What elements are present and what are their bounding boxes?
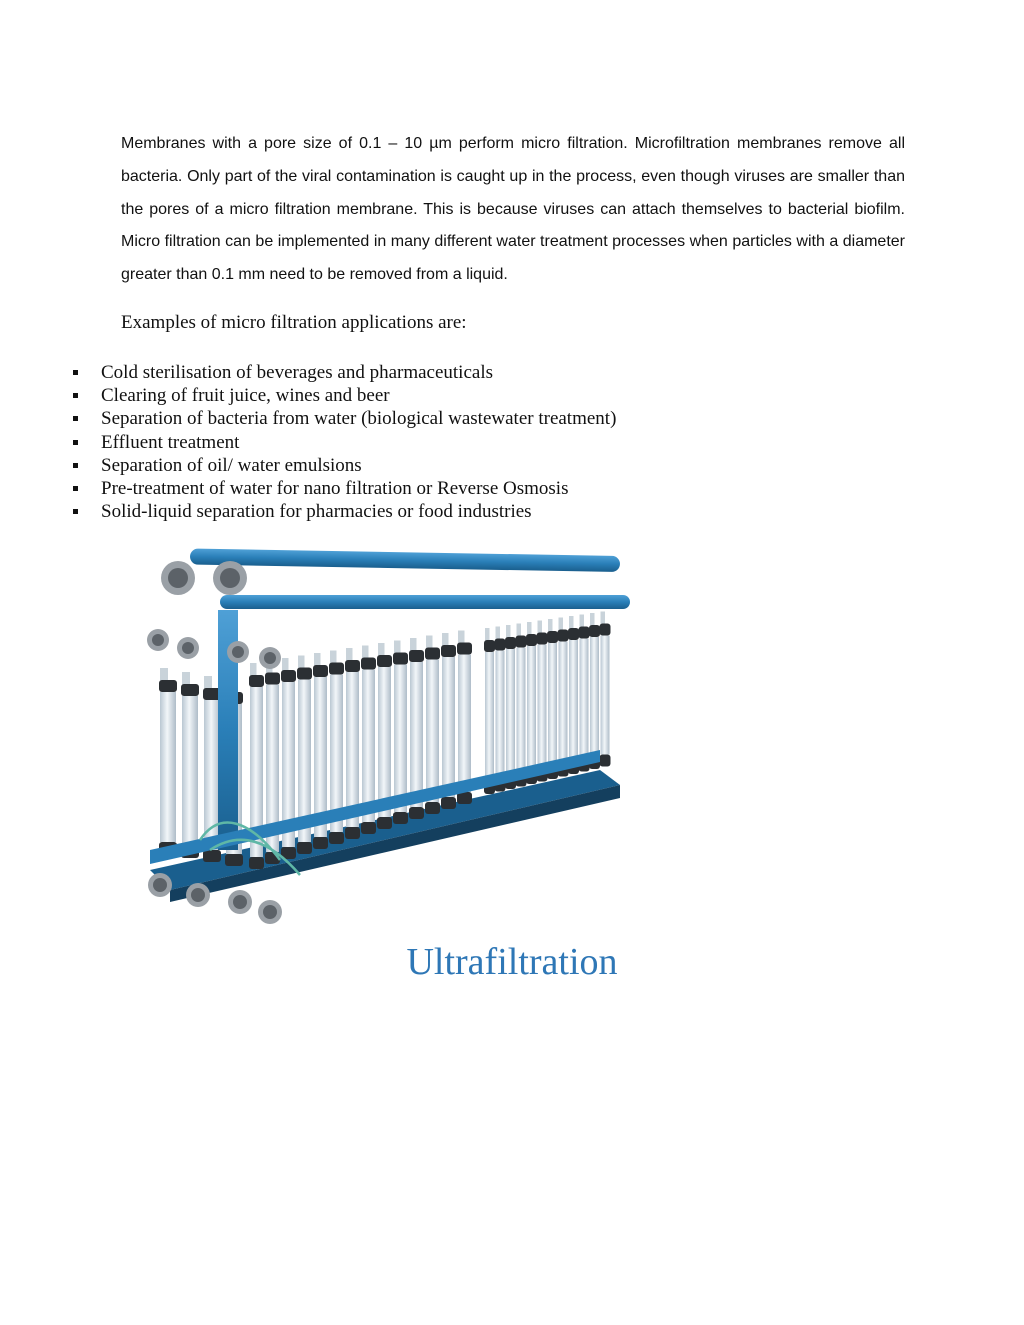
module-connector [160,668,168,682]
membrane-module [426,660,439,803]
membrane-module [538,645,547,770]
module-top-cap [377,655,392,667]
module-connector [506,625,511,639]
examples-title: Examples of micro filtration applications are: [121,312,467,333]
module-connector [362,646,369,660]
module-top-cap [516,636,527,648]
flange-bore [220,568,240,588]
list-item [70,454,616,477]
membrane-module [590,637,599,757]
module-bottom-cap [345,827,360,839]
module-top-cap [558,630,569,642]
module-top-cap [425,648,440,660]
module-connector [458,631,465,645]
module-top-cap [441,645,456,657]
module-connector [517,624,522,638]
module-connector [330,651,337,665]
list-item [70,500,616,523]
membrane-module [559,642,568,765]
module-bottom-cap [600,755,611,767]
skid-drawing [147,549,630,924]
flange-bore [191,888,205,902]
square-bullet-icon [73,370,78,375]
module-bottom-cap [249,857,264,869]
module-top-cap [329,663,344,675]
list-item [70,407,616,430]
module-top-cap [361,658,376,670]
upper-manifold-pipe [220,595,630,609]
module-bottom-cap [361,822,376,834]
module-top-cap [393,653,408,665]
list-item-label: Effluent treatment [101,431,240,453]
flange-bore [264,652,276,664]
module-top-cap [568,628,579,640]
module-top-cap [537,633,548,645]
module-bottom-cap [297,842,312,854]
list-item [70,384,616,407]
module-connector [496,627,501,641]
module-connector [538,621,543,635]
membrane-module [378,667,391,817]
membrane-module [517,648,526,775]
module-top-cap [345,660,360,672]
section-heading: Ultrafiltration [406,941,618,983]
list-item-label: Separation of bacteria from water (biological wastewater treatment) [101,408,617,430]
flange-bore [153,878,167,892]
module-top-cap [265,673,280,685]
module-connector [394,641,401,655]
membrane-module [442,657,455,797]
membrane-module [601,636,610,755]
module-connector [442,633,449,647]
module-connector [548,619,553,633]
membrane-module [496,651,505,780]
membrane-module [548,643,557,767]
membrane-module [394,665,407,813]
module-connector [282,658,289,672]
module-connector [590,613,595,627]
module-bottom-cap [377,817,392,829]
module-connector [559,618,564,632]
module-connector [298,656,305,670]
module-top-cap [297,668,312,680]
module-top-cap [579,627,590,639]
membrane-module [485,652,494,782]
flange-bore [152,634,164,646]
membrane-module [527,646,536,772]
square-bullet-icon [73,509,78,514]
module-top-cap [526,634,537,646]
square-bullet-icon [73,463,78,468]
list-item-label: Solid-liquid separation for pharmacies or food industries [101,501,532,523]
module-connector [601,612,606,626]
list-item-label: Pre-treatment of water for nano filtration or Reverse Osmosis [101,478,569,500]
list-item [70,431,616,454]
membrane-skid-illustration [130,540,630,940]
membrane-module [362,670,375,823]
applications-list [70,361,616,523]
module-top-cap [409,650,424,662]
top-manifold-pipe [190,549,620,573]
module-bottom-cap [313,837,328,849]
module-top-cap [495,639,506,651]
module-top-cap [484,640,495,652]
module-connector [569,616,574,630]
module-connector [346,648,353,662]
module-top-cap [600,624,611,636]
module-connector [527,622,532,636]
flange-bore [263,905,277,919]
square-bullet-icon [73,416,78,421]
module-connector [426,636,433,650]
membrane-module [458,655,471,793]
square-bullet-icon [73,486,78,491]
module-connector [378,643,385,657]
module-bottom-cap [441,797,456,809]
module-top-cap [281,670,296,682]
module-bottom-cap [409,807,424,819]
square-bullet-icon [73,393,78,398]
module-bottom-cap [203,850,221,862]
square-bullet-icon [73,440,78,445]
module-top-cap [159,680,177,692]
membrane-module [346,672,359,827]
flange-bore [182,642,194,654]
module-top-cap [547,631,558,643]
module-top-cap [181,684,199,696]
flange-bore [232,646,244,658]
module-top-cap [249,675,264,687]
module-top-cap [457,643,472,655]
membrane-module [506,649,515,777]
module-bottom-cap [393,812,408,824]
list-item [70,477,616,500]
flange-bore [233,895,247,909]
flange-bore [168,568,188,588]
list-item-label: Cold sterilisation of beverages and pharmaceuticals [101,362,494,383]
intro-paragraph: Membranes with a pore size of 0.1 – 10 µm perform micro filtration. Microfiltration membranes remove all bacteria. Only part of the viral contamination is caught up in the process, even though viruses are smaller than the pores of a micro filtration membrane. This is because viruses can attach themselves to bacterial biofilm. Micro filtration can be implemented in many different water treatment processes when particles with a diameter greater than 0.1 mm need to be removed from a liquid. [121,135,905,284]
list-item-label: Separation of oil/ water emulsions [101,454,362,476]
module-top-cap [313,665,328,677]
list-item [70,361,616,384]
module-connector [182,672,190,686]
module-top-cap [505,637,516,649]
membrane-module [160,692,176,842]
module-connector [410,638,417,652]
membrane-module [580,639,589,760]
membrane-module [569,640,578,762]
module-top-cap [589,625,600,637]
module-bottom-cap [425,802,440,814]
module-connector [485,628,490,642]
module-connector [580,615,585,629]
module-connector [250,663,257,677]
module-connector [204,676,212,690]
list-item-label: Clearing of fruit juice, wines and beer [101,385,390,407]
membrane-module [410,662,423,807]
module-bottom-cap [225,854,243,866]
module-bottom-cap [329,832,344,844]
module-connector [314,653,321,667]
membrane-module [182,696,198,846]
